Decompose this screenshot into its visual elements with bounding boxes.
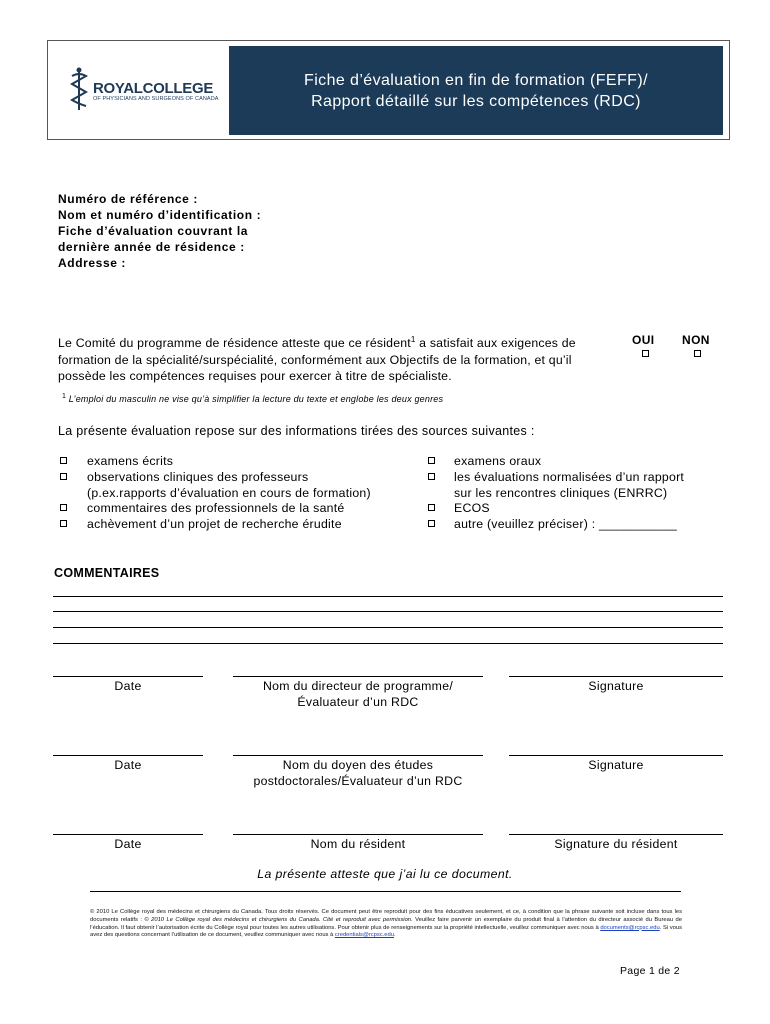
sources-intro: La présente évaluation repose sur des informations tirées des sources suivantes : <box>58 424 535 438</box>
comment-line[interactable] <box>53 627 723 628</box>
signature-label: Signature <box>588 758 644 772</box>
date-line-director[interactable] <box>53 676 203 677</box>
yes-checkbox[interactable] <box>642 350 649 357</box>
date-label: Date <box>114 758 142 772</box>
date-label: Date <box>114 837 142 851</box>
copyright-citation: © 2010 Le Collège royal des médecins et chirurgiens du Canada. Cité et reproduit avec permission. <box>144 916 413 923</box>
copyright-text-3: . Si vous avez des questions concernant l’utilisation de ce document, veuillez communiquer avec nous à <box>90 924 682 939</box>
source-label-clinical-observations-detail: (p.ex.rapports d’évaluation en cours de formation) <box>87 486 371 500</box>
source-checkbox-oral-exams[interactable] <box>428 457 435 464</box>
footer-divider <box>90 891 681 892</box>
signature-line-dean[interactable] <box>509 755 723 756</box>
signature-label: Signature <box>588 679 644 693</box>
name-line-director[interactable] <box>233 676 483 677</box>
comment-line[interactable] <box>53 611 723 612</box>
signature-line-resident[interactable] <box>509 834 723 835</box>
resident-name-label: Nom du résident <box>310 837 406 851</box>
attestation-text <box>58 332 583 384</box>
date-line-dean[interactable] <box>53 755 203 756</box>
logo-name: ROYALCOLLEGE <box>93 80 214 97</box>
resident-signature-label: Signature du résident <box>554 837 678 851</box>
logo-subtitle: OF PHYSICIANS AND SURGEONS OF CANADA <box>93 96 219 102</box>
signature-line-director[interactable] <box>509 676 723 677</box>
director-name-label-line2: Évaluateur d’un RDC <box>297 695 419 709</box>
source-label-other: autre (veuillez préciser) : ___________ <box>454 517 678 531</box>
evaluation-label-line1: Fiche d’évaluation couvrant la <box>58 224 249 238</box>
credentials-email-link[interactable]: credentials@rcpsc.edu <box>334 932 394 939</box>
name-line-resident[interactable] <box>233 834 483 835</box>
source-checkbox-other[interactable] <box>428 520 435 527</box>
comments-title: COMMENTAIRES <box>54 566 160 580</box>
title-line-1: Fiche d’évaluation en fin de formation (FEFF)/ <box>304 71 648 89</box>
date-line-resident[interactable] <box>53 834 203 835</box>
name-id-label: Nom et numéro d’identification : <box>58 208 262 222</box>
source-checkbox-health-professionals[interactable] <box>60 504 67 511</box>
name-line-dean[interactable] <box>233 755 483 756</box>
identification-fields <box>58 191 261 271</box>
closing-statement: La présente atteste que j’ai lu ce document. <box>257 867 513 881</box>
source-label-enrrc: les évaluations normalisées d’un rapport <box>454 470 685 484</box>
source-label-enrrc-detail: sur les rencontres cliniques (ENRRC) <box>454 486 668 500</box>
footnote-number: 1 <box>62 393 67 400</box>
address-label: Addresse : <box>58 256 127 270</box>
director-name-label-line1: Nom du directeur de programme/ <box>262 679 454 693</box>
source-checkbox-research-project[interactable] <box>60 520 67 527</box>
source-checkbox-ecos[interactable] <box>428 504 435 511</box>
source-label-oral-exams: examens oraux <box>454 454 542 468</box>
attestation-text-start: Le Comité du programme de résidence atteste que ce résident <box>58 336 411 351</box>
dean-name-label-line1: Nom du doyen des études <box>282 758 434 772</box>
source-label-clinical-observations: observations cliniques des professeurs <box>87 470 309 484</box>
comment-line[interactable] <box>53 596 723 597</box>
documents-email-link[interactable]: documents@rcpsc.edu <box>600 924 660 931</box>
attestation-text-end: a satisfait aux exigences de formation de la spécialité/surspécialité, conformément aux Objectifs de la formation, et qu’il possède les compétences requises pour exercer à titre de spécialiste. <box>58 336 576 383</box>
no-checkbox[interactable] <box>694 350 701 357</box>
dean-name-label <box>233 757 483 789</box>
yes-label: OUI <box>632 333 655 347</box>
footnote-marker: 1 <box>410 335 416 344</box>
footnote-text: L’emploi du masculin ne vise qu’à simplifier la lecture du texte et englobe les deux genres <box>66 394 444 404</box>
document-title <box>229 46 723 135</box>
reference-number-label: Numéro de référence : <box>58 192 198 206</box>
source-label-written-exams: examens écrits <box>87 454 174 468</box>
source-label-ecos: ECOS <box>454 501 490 515</box>
source-checkbox-clinical-observations[interactable] <box>60 473 67 480</box>
page-number: Page 1 de 2 <box>620 965 680 977</box>
copyright-text-1: © 2010 Le Collège royal des médecins et chirurgiens du Canada. Tous droits réservés. Ce document peut être reproduit pour des fins éducatives seulement, et ce, à condition que la phrase suivante soit incluse dans tous les documents relatifs : <box>90 909 682 923</box>
copyright-text-4: . <box>393 932 396 939</box>
comment-line[interactable] <box>53 643 723 644</box>
crest-icon <box>68 66 90 112</box>
no-label: NON <box>682 333 710 347</box>
footnote <box>62 393 443 404</box>
source-checkbox-enrrc[interactable] <box>428 473 435 480</box>
copyright-notice <box>90 909 682 940</box>
title-line-2: Rapport détaillé sur les compétences (RDC) <box>311 92 641 110</box>
date-label: Date <box>114 679 142 693</box>
source-label-research-project: achèvement d’un projet de recherche érudite <box>87 517 342 531</box>
copyright-text-2: Veuillez faire parvenir un exemplaire du produit final à l’attention du directeur associé du Bureau de l’éducation. Il faut obtenir l’autorisation écrite du Collège royal pour toutes les autres utilisations. Pour obtenir plus de renseignements sur la propriété intellectuelle, veuillez communiquer avec nous à <box>90 916 682 931</box>
source-label-health-professionals: commentaires des professionnels de la santé <box>87 501 345 515</box>
evaluation-label-line2: dernière année de résidence : <box>58 240 245 254</box>
source-checkbox-written-exams[interactable] <box>60 457 67 464</box>
dean-name-label-line2: postdoctorales/Évaluateur d’un RDC <box>253 774 463 788</box>
director-name-label <box>233 678 483 710</box>
